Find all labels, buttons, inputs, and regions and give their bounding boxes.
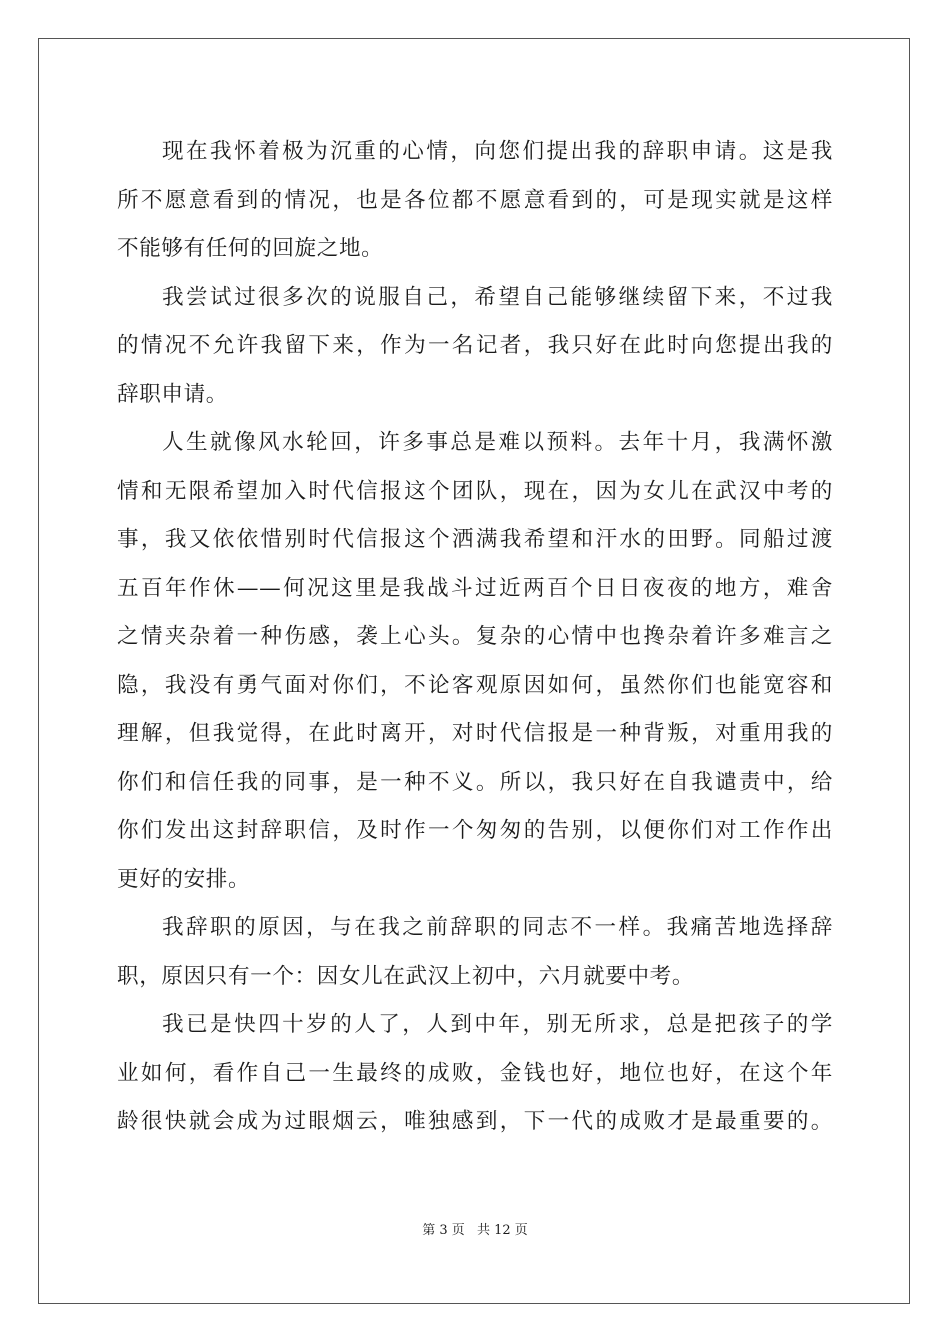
text-line: 业如何，看作自己一生最终的成败，金钱也好，地位也好，在这个年: [117, 1060, 833, 1086]
paragraph-1: [117, 128, 833, 274]
text-line: 你们和信任我的同事，是一种不义。所以，我只好在自我谴责中，给: [117, 769, 833, 795]
text-line: 现在我怀着极为沉重的心情，向您们提出我的辞职申请。这是我: [162, 139, 833, 164]
text-line: 我尝试过很多次的说服自己，希望自己能够继续留下来，不过我: [162, 284, 833, 310]
text-line: 龄很快就会成为过眼烟云，唯独感到，下一代的成败才是最重要的。: [117, 1109, 833, 1134]
text-line: 事，我又依依惜别时代信报这个洒满我希望和汗水的田野。同船过渡: [117, 527, 833, 552]
text-line: 更好的安排。: [117, 866, 251, 892]
page-footer: [0, 1219, 950, 1238]
text-line: 职，原因只有一个：因女儿在武汉上初中，六月就要中考。: [117, 963, 695, 989]
page-total: 共 12 页: [476, 1223, 528, 1238]
text-line: 的情况不允许我留下来，作为一名记者，我只好在此时向您提出我的: [117, 333, 833, 358]
text-line: 辞职申请。: [117, 381, 228, 407]
document-body: [117, 128, 833, 1147]
text-line: 所不愿意看到的情况，也是各位都不愿意看到的，可是现实就是这样: [117, 187, 833, 213]
paragraph-5: [117, 1001, 833, 1147]
page-number: 第 3 页: [422, 1223, 465, 1238]
paragraph-3: [117, 419, 833, 904]
text-line: 你们发出这封辞职信，及时作一个匆匆的告别，以便你们对工作作出: [117, 818, 833, 843]
text-line: 五百年作休——何况这里是我战斗过近两百个日日夜夜的地方，难舍: [117, 575, 833, 601]
paragraph-2: [117, 274, 833, 420]
text-line: 我已是快四十岁的人了，人到中年，别无所求，总是把孩子的学: [162, 1012, 833, 1037]
text-line: 之情夹杂着一种伤感，袭上心头。复杂的心情中也搀杂着许多难言之: [117, 624, 833, 649]
text-line: 我辞职的原因，与在我之前辞职的同志不一样。我痛苦地选择辞: [162, 915, 833, 940]
text-line: 理解，但我觉得，在此时离开，对时代信报是一种背叛，对重用我的: [117, 721, 833, 746]
text-line: 人生就像风水轮回，许多事总是难以预料。去年十月，我满怀激: [162, 430, 833, 455]
text-line: 情和无限希望加入时代信报这个团队，现在，因为女儿在武汉中考的: [117, 478, 833, 504]
text-line: 不能够有任何的回旋之地。: [117, 236, 384, 261]
text-line: 隐，我没有勇气面对你们，不论客观原因如何，虽然你们也能宽容和: [117, 672, 833, 698]
paragraph-4: [117, 904, 833, 1001]
